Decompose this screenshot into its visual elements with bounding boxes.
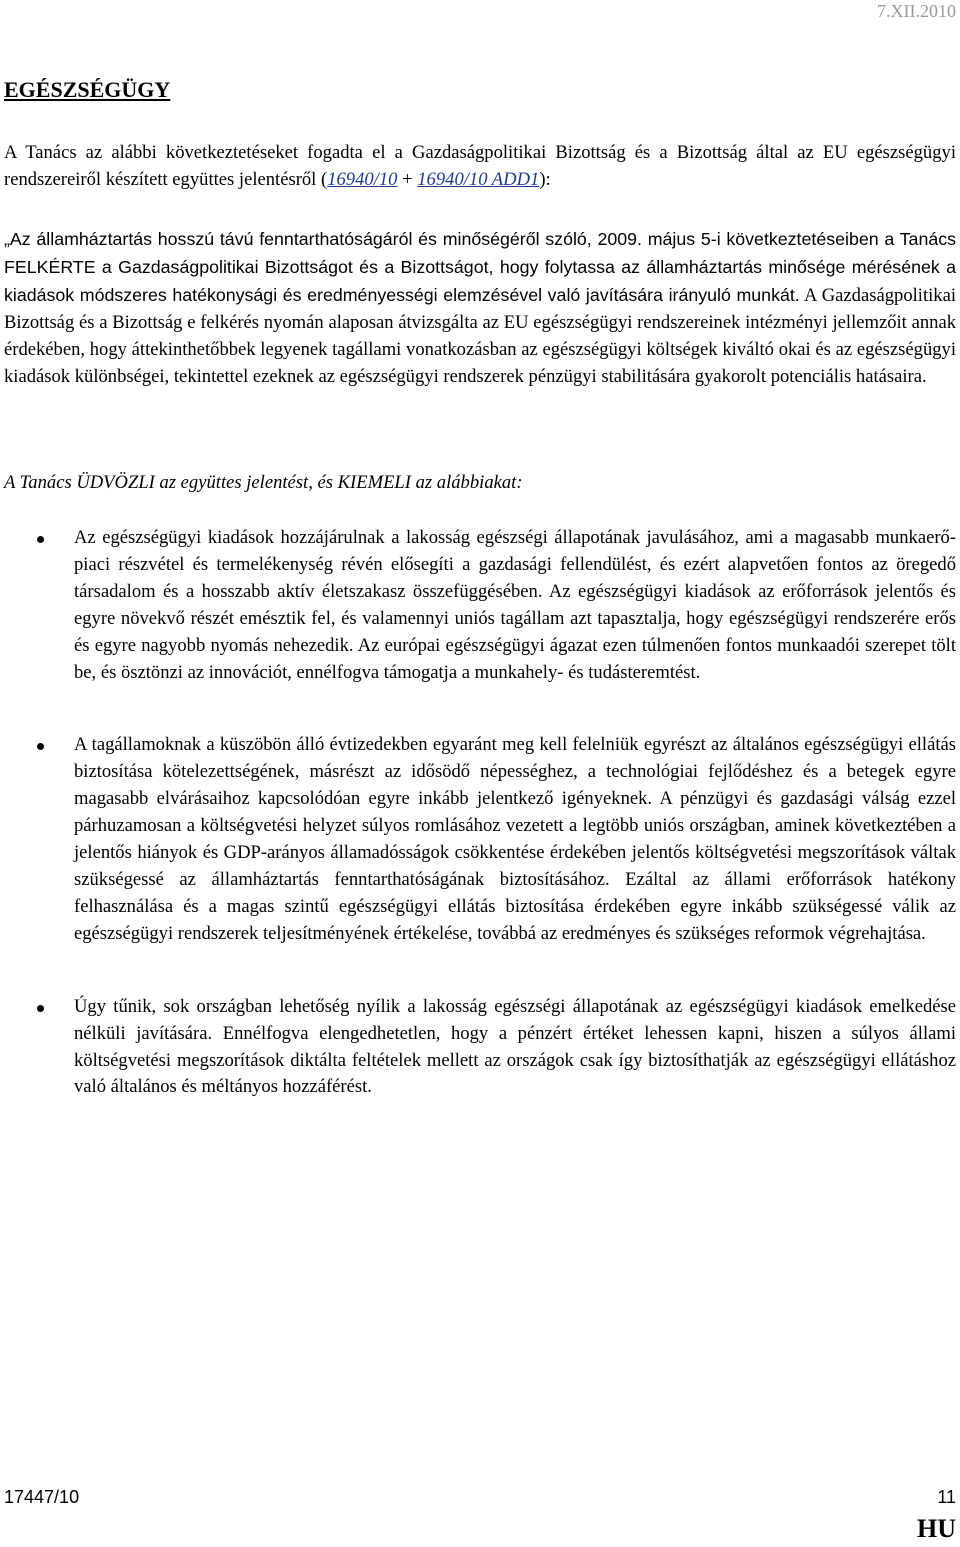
list-item-text: Úgy tűnik, sok országban lehetőség nyílik a lakosság egészségi állapotának az egészségügyi kiadások emelkedése nélküli javítására. Ennélfogva elengedhetetlen, hogy a pénzért értéket lehessen kapni, hiszen a súlyos állami költségvetési megszorítások diktálta feltételek mellett az országok csak így biztosíthatják az egészségügyi ellátáshoz való általános és méltányos hozzáférést. (74, 995, 956, 1098)
intro-text: A Tanács az alábbi következtetéseket fogadta el a Gazdaságpolitikai Bizottság és a Bizottság által az EU egészségügyi rendszereiről készített együttes jelentésről ( (4, 142, 956, 190)
list-item (0, 994, 956, 1102)
page-number: 11 (937, 1487, 956, 1507)
bullet-icon (37, 536, 44, 543)
document-link-16940-10-add1[interactable]: 16940/10 ADD1 (417, 168, 540, 190)
intro-closing: ): (539, 168, 551, 190)
conclusions-rest-text: A Gazdaságpolitikai Bizottság és a Bizottság e felkérés nyomán alaposan átvizsgálta az EU egészségügyi rendszereinek intézményi jellemzőit annak érdekében, hogy áttekinthetőbbek legyenek tagállami vonatkozásban az egészségügyi költségek kiváltó okai és az egészségügyi kiadások különbségei, tekintettel ezeknek az egészségügyi rendszerek pénzügyi stabilitására gyakorolt potenciális hatásaira. (4, 284, 956, 387)
language-code: HU (917, 1514, 956, 1543)
key-points-list (0, 525, 960, 1101)
plus-sign: + (397, 168, 418, 190)
list-item (0, 525, 956, 686)
bullet-icon (37, 743, 44, 750)
list-item-text: A tagállamoknak a küszöbön álló évtizedekben egyaránt meg kell felelniük egyrészt az általános egészségügyi ellátás biztosítása kötelezettségének, másrészt az idősödő népességhez, a technológiai fejlődéshez és a betegek egyre magasabb elvárásaihoz kapcsolódóan egyre inkább jelentkező igényeknek. A pénzügyi és gazdasági válság ezzel párhuzamosan a költségvetési helyzet súlyos romlásához vezetett a legtöbb uniós országban, aminek következtében a jelentős hiányok és GDP-arányos államadósságok csökkentése érdekében jelentős költségvetési megszorítások váltak szükségessé az államháztartás fenntarthatóságának biztosításához. Ezáltal az állami erőforrások hatékony felhasználása és a magas szintű egészségügyi ellátás biztosítása érdekében egyre inkább szükségessé válik az egészségügyi rendszerek teljesítményének értékelése, továbbá az eredményes és szükséges reformok végrehajtása. (74, 734, 956, 944)
welcome-statement: A Tanács ÜDVÖZLI az együttes jelentést, és KIEMELI az alábbiakat: (4, 472, 523, 493)
intro-paragraph (4, 140, 956, 194)
list-item-text: Az egészségügyi kiadások hozzájárulnak a lakosság egészségi állapotának javulásához, ami a magasabb munkaerő-piaci részvétel és termelékenység révén elősegíti a gazdasági fellendülést, és ezért alapvetően fontos az öregedő társadalom és a hosszabb aktív életszakasz összefüggésében. Az egészségügyi kiadások az erőforrások jelentős és egyre növekvő részét emésztik fel, és valamennyi uniós tagállam azt tapasztalja, hogy egészségügyi rendszerére erős és egyre nagyobb nyomás nehezedik. Az európai egészségügyi ágazat ezen túlmenően fontos munkaadói szerepet tölt be, és ösztönzi az innovációt, ennélfogva támogatja a munkahely- és tudásteremtést. (74, 527, 956, 683)
document-number: 17447/10 (4, 1487, 80, 1507)
conclusions-lead-text: „Az államháztartás hosszú távú fenntarthatóságáról és minőségéről szóló, 2009. május 5-i következtetéseiben a Tanács FELKÉRTE a Gazdaságpolitikai Bizottságot és a Bizottságot, hogy folytassa az államháztartás minősége mérésének a kiadások módszeres hatékonysági és eredményességi elemzésével való javítására irányuló munkát. (4, 229, 956, 305)
section-title: EGÉSZSÉGÜGY (4, 77, 171, 102)
document-link-16940-10[interactable]: 16940/10 (327, 168, 398, 190)
document-date: 7.XII.2010 (877, 1, 956, 21)
list-item (0, 732, 956, 947)
conclusions-paragraph (4, 226, 956, 390)
bullet-icon (37, 1005, 44, 1012)
